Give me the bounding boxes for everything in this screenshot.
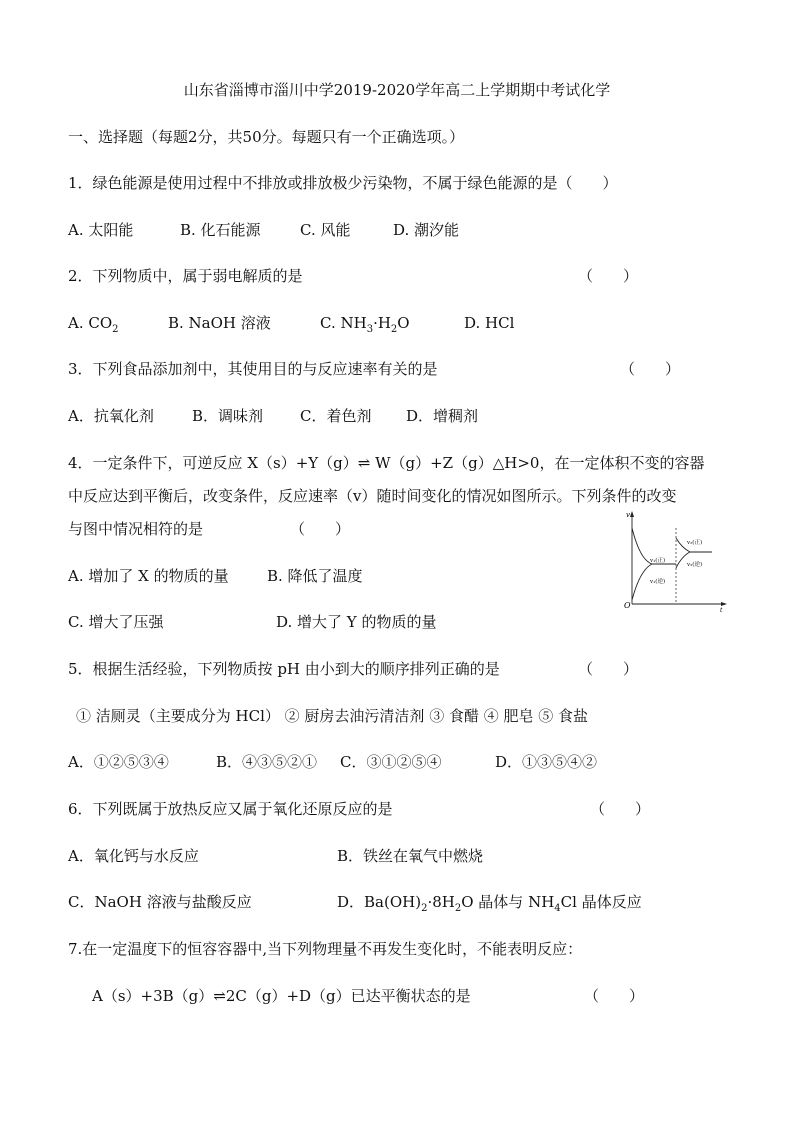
- question-1-option-d: D. 潮汐能: [393, 221, 460, 239]
- question-7-answer-blank: （ ）: [584, 987, 645, 1005]
- question-2-answer-blank: （ ）: [578, 267, 639, 285]
- question-2-stem: 2．下列物质中，属于弱电解质的是: [68, 267, 303, 285]
- question-3-option-b: B．调味剂: [192, 407, 264, 425]
- question-1-option-b: B. 化石能源: [180, 221, 261, 239]
- question-5-items: ① 洁厕灵（主要成分为 HCl） ② 厨房去油污清洁剂 ③ 食醋 ④ 肥皂 ⑤ 食盐: [76, 707, 589, 725]
- v-axis-arrow: [630, 511, 634, 517]
- reverse-rate-curve-1: [632, 564, 652, 600]
- page-title: 山东省淄博市淄川中学2019-2020学年高二上学期期中考试化学: [183, 81, 611, 99]
- t-axis-arrow: [721, 602, 727, 606]
- question-3-stem: 3．下列食品添加剂中，其使用目的与反应速率有关的是: [68, 360, 438, 378]
- curve-label-v1-reverse: v₁(逆): [650, 579, 666, 585]
- question-7-stem: 7.在一定温度下的恒容容器中,当下列物理量不再发生变化时，不能表明反应：: [68, 940, 583, 958]
- question-4-answer-blank: （ ）: [290, 520, 351, 538]
- question-5-option-a: A．①②⑤③④: [68, 753, 169, 771]
- question-1-stem: 1．绿色能源是使用过程中不排放或排放极少污染物，不属于绿色能源的是（ ）: [68, 174, 618, 192]
- curve-label-v1-forward: v₁(正): [650, 558, 666, 564]
- question-3-option-c: C．着色剂: [300, 407, 372, 425]
- question-3-answer-blank: （ ）: [620, 360, 681, 378]
- question-1-option-c: C. 风能: [300, 221, 351, 239]
- question-5-option-c: C．③①②⑤④: [340, 753, 442, 771]
- question-2-option-c: C. $NH_3\cdot H_2O$: [320, 314, 410, 335]
- origin-label: O: [624, 601, 631, 610]
- question-5-option-d: D．①③⑤④②: [495, 753, 598, 771]
- question-5-option-b: B．④③⑤②①: [216, 753, 318, 771]
- question-1-option-a: A. 太阳能: [68, 221, 134, 239]
- question-6-option-a: A．氧化钙与水反应: [68, 847, 199, 865]
- question-2-option-b: B. NaOH 溶液: [168, 314, 271, 332]
- v-axis-label: v: [626, 511, 630, 519]
- question-6-answer-blank: （ ）: [590, 800, 651, 818]
- question-7-reaction: A（s）+3B（g）⇌2C（g）+D（g）已达平衡状态的是: [92, 987, 471, 1005]
- question-3-option-d: D．增稠剂: [406, 407, 479, 425]
- curve-label-v2-reverse: v₂(逆): [687, 562, 703, 568]
- question-2-option-d: D. HCl: [464, 314, 515, 332]
- rate-time-graph: [620, 508, 730, 614]
- question-4-stem-line-1: 4．一定条件下，可逆反应 X（s）+Y（g）⇌ W（g）+Z（g）△H>0，在一定体积不变的容器: [68, 454, 705, 472]
- question-4-stem-line-3: 与图中情况相符的是: [68, 520, 204, 538]
- question-5-answer-blank: （ ）: [578, 660, 639, 678]
- question-4-option-b: B. 降低了温度: [267, 567, 363, 585]
- question-2-option-a: A. $CO_2$: [68, 314, 119, 335]
- curve-label-v2-forward: v₂(正): [687, 540, 703, 546]
- question-4-stem-line-2: 中反应达到平衡后，改变条件，反应速率（v）随时间变化的情况如图所示。下列条件的改变: [68, 487, 677, 505]
- question-4-option-a: A. 增加了 X 的物质的量: [68, 567, 229, 585]
- question-6-stem: 6．下列既属于放热反应又属于氧化还原反应的是: [68, 800, 393, 818]
- question-3-option-a: A．抗氧化剂: [68, 407, 154, 425]
- question-6-option-d: D．$Ba(OH)_2\cdot 8H_2O$ 晶体与 $NH_4Cl$ 晶体反应: [337, 893, 642, 914]
- question-5-stem: 5．根据生活经验，下列物质按 pH 由小到大的顺序排列正确的是: [68, 660, 500, 678]
- section-heading: 一、选择题（每题2分，共50分。每题只有一个正确选项。）: [68, 128, 465, 146]
- question-6-option-c: C．NaOH 溶液与盐酸反应: [68, 893, 252, 911]
- t-axis-label: t: [720, 607, 723, 614]
- question-6-option-b: B．铁丝在氧气中燃烧: [337, 847, 484, 865]
- question-4-option-c: C. 增大了压强: [68, 613, 164, 631]
- question-4-option-d: D. 增大了 Y 的物质的量: [276, 613, 437, 631]
